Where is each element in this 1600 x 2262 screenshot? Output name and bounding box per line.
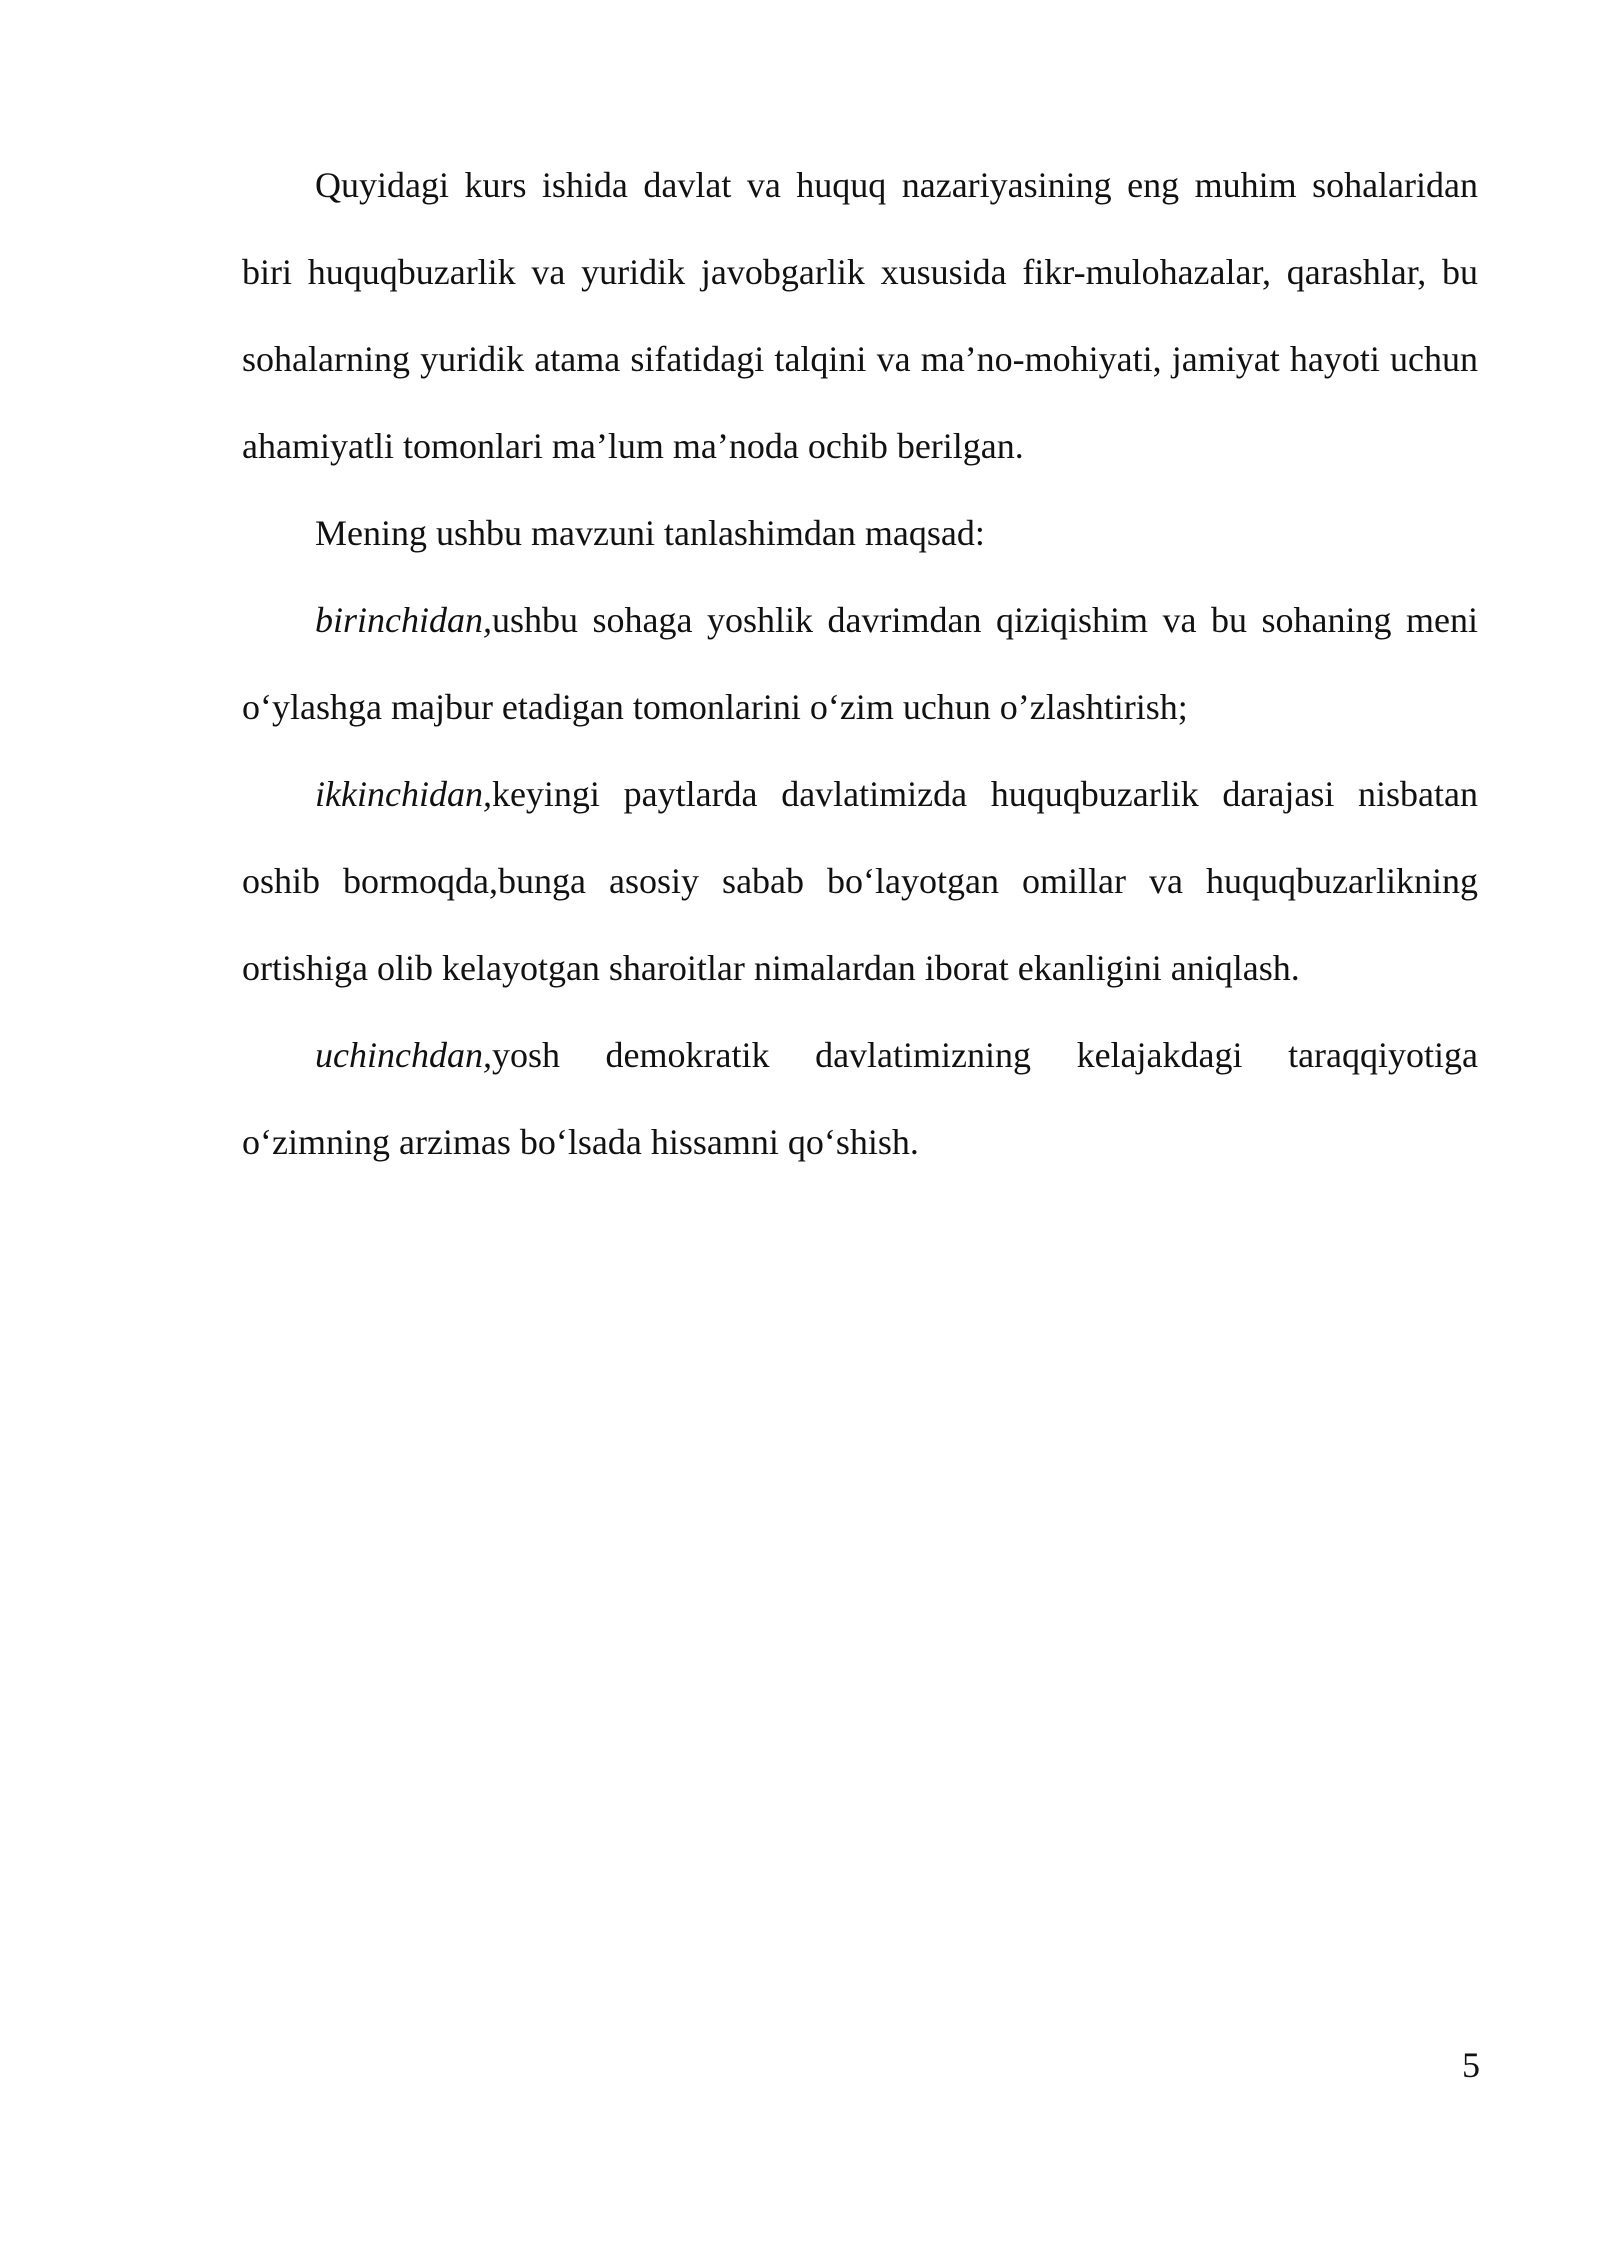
paragraph-text: keyingi paytlarda davlatimizda huquqbuzarlik darajasi nisbatan oshib bormoqda,bunga asosiy sabab bo‘layotgan omillar va huquqbuzarlikning ortishiga olib kelayotgan sharoitlar nimalardan iborat ekanligini aniqlash.	[242, 774, 1478, 988]
paragraph-text: yosh demokratik davlatimizning kelajakdagi taraqqiyotiga o‘zimning arzimas bo‘lsada hissamni qo‘shish.	[242, 1035, 1478, 1162]
paragraph-lead: uchinchdan,	[315, 1035, 492, 1075]
paragraph-third-reason	[242, 1012, 1478, 1186]
paragraph-goal	[242, 490, 1478, 577]
paragraph-text: ushbu sohaga yoshlik davrimdan qiziqishim va bu sohaning meni o‘ylashga majbur etadigan tomonlarini o‘zim uchun o’zlashtirish;	[242, 600, 1478, 727]
paragraph-lead: birinchidan,	[315, 600, 492, 640]
paragraph-intro	[242, 142, 1478, 490]
body-text	[242, 142, 1478, 1186]
paragraph-text: Quyidagi kurs ishida davlat va huquq nazariyasining eng muhim sohalaridan biri huquqbuzarlik va yuridik javobgarlik xususida fikr-mulohazalar, qarashlar, bu sohalarning yuridik atama sifatidagi talqini va ma’no-mohiyati, jamiyat hayoti uchun ahamiyatli tomonlari ma’lum ma’noda ochib berilgan.	[242, 165, 1478, 466]
paragraph-text: Mening ushbu mavzuni tanlashimdan maqsad:	[315, 513, 985, 553]
paragraph-second-reason	[242, 751, 1478, 1012]
page-number: 5	[1462, 2045, 1480, 2085]
paragraph-first-reason	[242, 577, 1478, 751]
paragraph-lead: ikkinchidan,	[315, 774, 492, 814]
